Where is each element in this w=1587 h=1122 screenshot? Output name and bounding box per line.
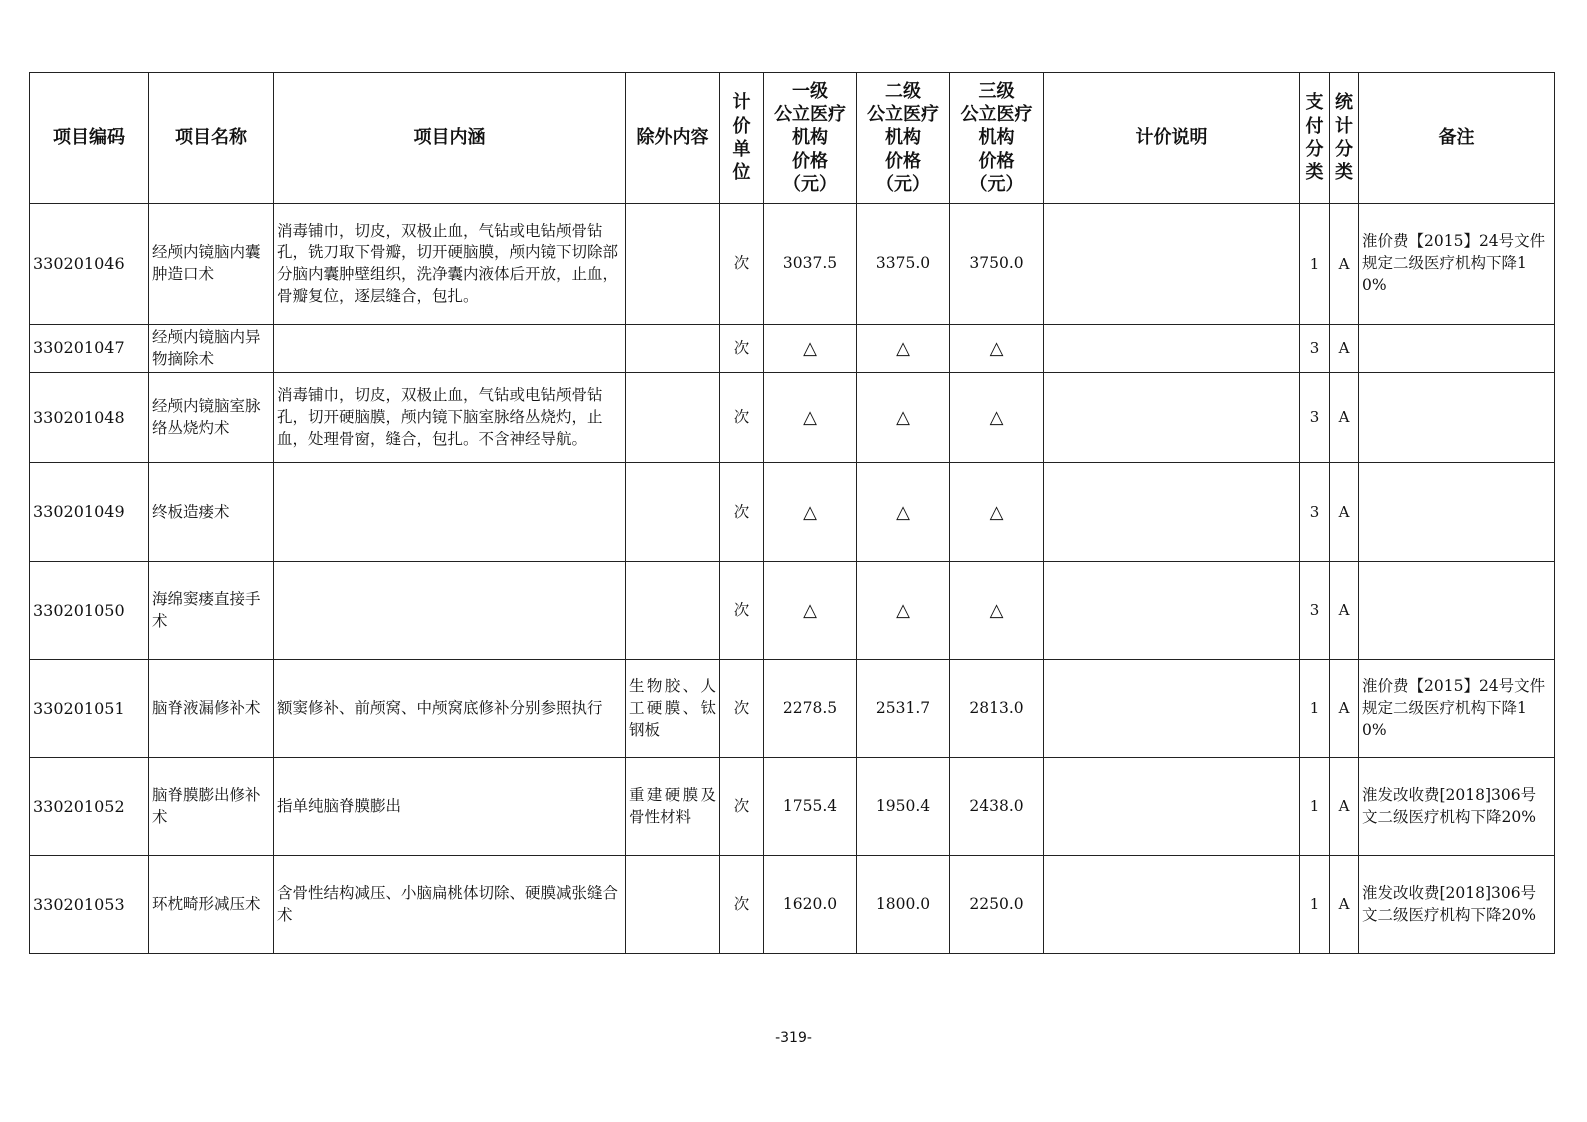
table-row bbox=[30, 373, 1555, 463]
cell-code: 330201052 bbox=[30, 758, 149, 856]
cell-stat-class: A bbox=[1330, 463, 1359, 562]
cell-code: 330201047 bbox=[30, 325, 149, 373]
cell-payment-class: 1 bbox=[1300, 856, 1330, 954]
cell-level1-price: 3037.5 bbox=[764, 204, 857, 325]
header-excluded: 除外内容 bbox=[626, 73, 720, 204]
cell-name: 脑脊膜膨出修补术 bbox=[149, 758, 274, 856]
cell-name: 经颅内镜脑内异物摘除术 bbox=[149, 325, 274, 373]
cell-level3-price: △ bbox=[950, 463, 1044, 562]
cell-content bbox=[274, 325, 626, 373]
cell-code: 330201049 bbox=[30, 463, 149, 562]
header-level2-price: 二级 公立医疗 机构 价格 （元） bbox=[857, 73, 950, 204]
cell-payment-class: 3 bbox=[1300, 463, 1330, 562]
cell-level3-price: △ bbox=[950, 373, 1044, 463]
cell-excluded bbox=[626, 325, 720, 373]
cell-level1-price: △ bbox=[764, 463, 857, 562]
cell-content: 含骨性结构减压、小脑扁桃体切除、硬膜减张缝合术 bbox=[274, 856, 626, 954]
cell-code: 330201051 bbox=[30, 660, 149, 758]
cell-name: 海绵窦瘘直接手术 bbox=[149, 562, 274, 660]
cell-level2-price: △ bbox=[857, 463, 950, 562]
cell-pricing-note bbox=[1044, 204, 1300, 325]
cell-level3-price: △ bbox=[950, 562, 1044, 660]
cell-level2-price: 2531.7 bbox=[857, 660, 950, 758]
cell-name: 终板造瘘术 bbox=[149, 463, 274, 562]
cell-payment-class: 1 bbox=[1300, 758, 1330, 856]
header-content: 项目内涵 bbox=[274, 73, 626, 204]
cell-level3-price: 3750.0 bbox=[950, 204, 1044, 325]
cell-level1-price: 1620.0 bbox=[764, 856, 857, 954]
cell-unit: 次 bbox=[720, 463, 764, 562]
cell-level1-price: △ bbox=[764, 562, 857, 660]
cell-level2-price: 3375.0 bbox=[857, 204, 950, 325]
cell-excluded bbox=[626, 373, 720, 463]
cell-level3-price: 2250.0 bbox=[950, 856, 1044, 954]
cell-excluded: 重建硬膜及骨性材料 bbox=[626, 758, 720, 856]
cell-remarks: 淮价费【2015】24号文件规定二级医疗机构下降10% bbox=[1359, 204, 1555, 325]
header-stat-class: 统 计 分 类 bbox=[1330, 73, 1359, 204]
cell-remarks: 淮价费【2015】24号文件规定二级医疗机构下降10% bbox=[1359, 660, 1555, 758]
cell-level1-price: 2278.5 bbox=[764, 660, 857, 758]
cell-content bbox=[274, 562, 626, 660]
cell-unit: 次 bbox=[720, 325, 764, 373]
table-row bbox=[30, 463, 1555, 562]
cell-pricing-note bbox=[1044, 463, 1300, 562]
header-level3-price: 三级 公立医疗 机构 价格 （元） bbox=[950, 73, 1044, 204]
cell-level1-price: △ bbox=[764, 325, 857, 373]
cell-unit: 次 bbox=[720, 660, 764, 758]
cell-payment-class: 1 bbox=[1300, 204, 1330, 325]
cell-stat-class: A bbox=[1330, 856, 1359, 954]
table-row bbox=[30, 204, 1555, 325]
cell-level3-price: △ bbox=[950, 325, 1044, 373]
cell-level2-price: △ bbox=[857, 373, 950, 463]
cell-remarks bbox=[1359, 463, 1555, 562]
cell-name: 环枕畸形减压术 bbox=[149, 856, 274, 954]
cell-excluded bbox=[626, 562, 720, 660]
cell-name: 脑脊液漏修补术 bbox=[149, 660, 274, 758]
cell-payment-class: 3 bbox=[1300, 373, 1330, 463]
table-row bbox=[30, 660, 1555, 758]
cell-remarks: 淮发改收费[2018]306号文二级医疗机构下降20% bbox=[1359, 856, 1555, 954]
page-number: -319- bbox=[775, 1030, 812, 1046]
cell-content: 指单纯脑脊膜膨出 bbox=[274, 758, 626, 856]
cell-content bbox=[274, 463, 626, 562]
cell-unit: 次 bbox=[720, 204, 764, 325]
cell-name: 经颅内镜脑室脉络丛烧灼术 bbox=[149, 373, 274, 463]
cell-excluded bbox=[626, 204, 720, 325]
cell-pricing-note bbox=[1044, 758, 1300, 856]
cell-payment-class: 3 bbox=[1300, 562, 1330, 660]
cell-excluded bbox=[626, 463, 720, 562]
cell-level3-price: 2813.0 bbox=[950, 660, 1044, 758]
pricing-table bbox=[29, 72, 1555, 954]
cell-excluded: 生物胶、人工硬膜、钛钢板 bbox=[626, 660, 720, 758]
cell-stat-class: A bbox=[1330, 204, 1359, 325]
cell-stat-class: A bbox=[1330, 562, 1359, 660]
header-payment-class: 支 付 分 类 bbox=[1300, 73, 1330, 204]
cell-excluded bbox=[626, 856, 720, 954]
cell-payment-class: 1 bbox=[1300, 660, 1330, 758]
cell-payment-class: 3 bbox=[1300, 325, 1330, 373]
table-row bbox=[30, 562, 1555, 660]
cell-remarks: 淮发改收费[2018]306号文二级医疗机构下降20% bbox=[1359, 758, 1555, 856]
table-row bbox=[30, 758, 1555, 856]
cell-remarks bbox=[1359, 373, 1555, 463]
cell-stat-class: A bbox=[1330, 325, 1359, 373]
cell-level3-price: 2438.0 bbox=[950, 758, 1044, 856]
table-body bbox=[30, 204, 1555, 954]
header-pricing-note: 计价说明 bbox=[1044, 73, 1300, 204]
cell-code: 330201046 bbox=[30, 204, 149, 325]
cell-level2-price: △ bbox=[857, 325, 950, 373]
cell-code: 330201048 bbox=[30, 373, 149, 463]
cell-level1-price: 1755.4 bbox=[764, 758, 857, 856]
header-code: 项目编码 bbox=[30, 73, 149, 204]
cell-code: 330201053 bbox=[30, 856, 149, 954]
header-unit: 计 价 单 位 bbox=[720, 73, 764, 204]
cell-remarks bbox=[1359, 562, 1555, 660]
cell-content: 消毒铺巾，切皮，双极止血，气钻或电钻颅骨钻孔，切开硬脑膜，颅内镜下脑室脉络丛烧灼，止血，处理骨窗，缝合，包扎。不含神经导航。 bbox=[274, 373, 626, 463]
table-header bbox=[30, 73, 1555, 204]
cell-pricing-note bbox=[1044, 660, 1300, 758]
header-name: 项目名称 bbox=[149, 73, 274, 204]
cell-unit: 次 bbox=[720, 856, 764, 954]
cell-name: 经颅内镜脑内囊肿造口术 bbox=[149, 204, 274, 325]
cell-level1-price: △ bbox=[764, 373, 857, 463]
cell-unit: 次 bbox=[720, 562, 764, 660]
cell-code: 330201050 bbox=[30, 562, 149, 660]
cell-pricing-note bbox=[1044, 373, 1300, 463]
cell-unit: 次 bbox=[720, 373, 764, 463]
cell-pricing-note bbox=[1044, 856, 1300, 954]
header-row bbox=[30, 73, 1555, 204]
cell-unit: 次 bbox=[720, 758, 764, 856]
cell-level2-price: △ bbox=[857, 562, 950, 660]
cell-pricing-note bbox=[1044, 325, 1300, 373]
cell-stat-class: A bbox=[1330, 660, 1359, 758]
table-row bbox=[30, 325, 1555, 373]
cell-content: 额窦修补、前颅窝、中颅窝底修补分别参照执行 bbox=[274, 660, 626, 758]
header-level1-price: 一级 公立医疗 机构 价格 （元） bbox=[764, 73, 857, 204]
cell-level2-price: 1800.0 bbox=[857, 856, 950, 954]
cell-level2-price: 1950.4 bbox=[857, 758, 950, 856]
cell-content: 消毒铺巾，切皮，双极止血，气钻或电钻颅骨钻孔，铣刀取下骨瓣，切开硬脑膜，颅内镜下切除部分脑内囊肿壁组织，洗净囊内液体后开放，止血，骨瓣复位，逐层缝合，包扎。 bbox=[274, 204, 626, 325]
table-row bbox=[30, 856, 1555, 954]
cell-stat-class: A bbox=[1330, 758, 1359, 856]
cell-stat-class: A bbox=[1330, 373, 1359, 463]
header-remarks: 备注 bbox=[1359, 73, 1555, 204]
cell-pricing-note bbox=[1044, 562, 1300, 660]
cell-remarks bbox=[1359, 325, 1555, 373]
